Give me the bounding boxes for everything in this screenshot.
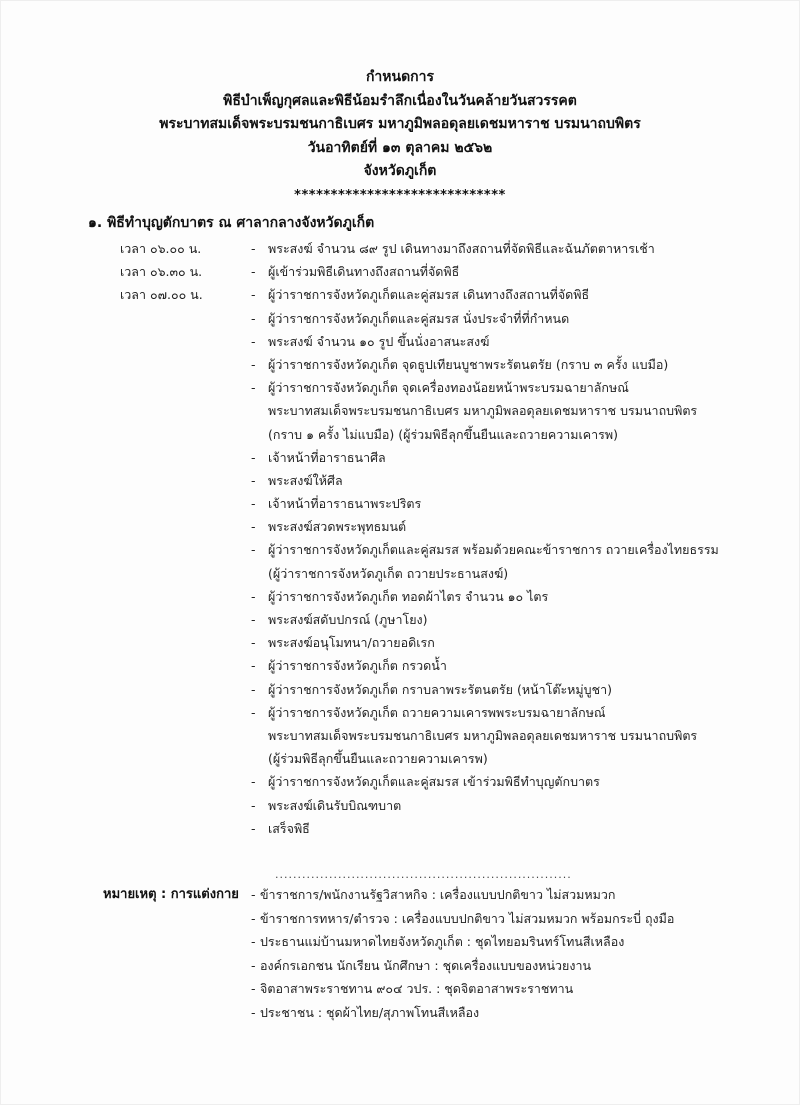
schedule-item <box>0 446 800 469</box>
dotted-divider: .................................................................. <box>275 868 572 881</box>
schedule-time: เวลา ๐๖.๓๐ น. <box>120 264 203 280</box>
schedule-text-line: ผู้ว่าราชการจังหวัดภูเก็ตและคู่สมรส เดินทางถึงสถานที่จัดพิธี <box>268 287 590 303</box>
note-item <box>0 954 800 978</box>
schedule-item <box>0 237 800 260</box>
schedule-item <box>0 631 800 654</box>
schedule-text <box>268 492 748 515</box>
schedule-text <box>268 585 748 608</box>
header-star-divider: ***************************** <box>294 187 506 203</box>
header-date: วันอาทิตย์ที่ ๑๓ ตุลาคม ๒๕๖๒ <box>307 139 493 156</box>
bullet-dash: - <box>251 542 256 558</box>
schedule-item <box>0 678 800 701</box>
schedule-text-line: พระสงฆ์สวดพระพุทธมนต์ <box>268 519 407 535</box>
schedule-item <box>0 260 800 283</box>
schedule-item <box>0 585 800 608</box>
schedule-text <box>268 678 748 701</box>
bullet-dash: - <box>251 887 256 902</box>
schedule-item <box>0 307 800 330</box>
bullet-dash: - <box>251 472 256 488</box>
schedule-text <box>268 469 748 492</box>
bullet-dash: - <box>251 981 256 996</box>
schedule-item <box>0 794 800 817</box>
schedule-item <box>0 283 800 306</box>
section-title: ๑. พิธีทำบุญตักบาตร ณ ศาลากลางจังหวัดภูเก็ต <box>88 215 375 231</box>
schedule-text <box>268 330 748 353</box>
schedule-text <box>268 376 748 446</box>
bullet-dash: - <box>251 820 256 836</box>
bullet-dash: - <box>251 449 256 465</box>
schedule-text-line: พระสงฆ์ จำนวน ๘๙ รูป เดินทางมาถึงสถานที่จัดพิธีและฉันภัตตาหารเช้า <box>268 241 655 256</box>
schedule-text <box>268 260 748 283</box>
schedule-text-line: พระสงฆ์ จำนวน ๑๐ รูป ขึ้นนั่งอาสนะสงฆ์ <box>268 333 490 349</box>
bullet-dash: - <box>251 704 256 720</box>
schedule-text-line: ผู้ว่าราชการจังหวัดภูเก็ตและคู่สมรส พร้อมด้วยคณะข้าราชการ ถวายเครื่องไทยธรรม <box>268 542 719 558</box>
schedule-text-line: ผู้ว่าราชการจังหวัดภูเก็ต กรวดน้ำ <box>268 658 447 674</box>
schedule-text <box>268 538 748 584</box>
note-item <box>0 1001 800 1025</box>
bullet-dash: - <box>251 658 256 674</box>
schedule-text-continuation: พระบาทสมเด็จพระบรมชนกาธิเบศร มหาภูมิพลอดุลยเดชมหาราช บรมนาถบพิตร <box>268 728 698 743</box>
schedule-text <box>268 817 748 840</box>
schedule-text <box>268 353 748 376</box>
note-text: ประธานแม่บ้านมหาดไทยจังหวัดภูเก็ต : ชุดไทยอมรินทร์โทนสีเหลือง <box>260 934 625 949</box>
notes-label: หมายเหตุ : การแต่งกาย <box>103 887 239 902</box>
note-item <box>0 977 800 1001</box>
schedule-text <box>268 283 748 306</box>
bullet-dash: - <box>251 681 256 697</box>
schedule-text-line: ผู้ว่าราชการจังหวัดภูเก็ตและคู่สมรส เข้าร่วมพิธีทำบุญตักบาตร <box>268 774 600 790</box>
schedule-text-line: ผู้ว่าราชการจังหวัดภูเก็ต กราบลาพระรัตนตรัย (หน้าโต๊ะหมู่บูชา) <box>268 681 612 697</box>
schedule-text-line: พระสงฆ์เดินรับบิณฑบาต <box>268 797 402 813</box>
bullet-dash: - <box>251 957 256 973</box>
schedule-text-line: พระสงฆ์สดับปกรณ์ (ภูษาโยง) <box>268 612 428 628</box>
schedule-time: เวลา ๐๗.๐๐ น. <box>120 287 203 303</box>
schedule-item <box>0 469 800 492</box>
bullet-dash: - <box>251 519 256 535</box>
schedule-text-line: ผู้ว่าราชการจังหวัดภูเก็ต ทอดผ้าไตร จำนวน ๑๐ ไตร <box>268 588 549 604</box>
schedule-text <box>268 515 748 538</box>
schedule-text <box>268 608 748 631</box>
schedule-item <box>0 701 800 771</box>
bullet-dash: - <box>251 635 256 651</box>
bullet-dash: - <box>251 380 256 396</box>
schedule-text <box>268 237 748 260</box>
schedule-item <box>0 538 800 584</box>
schedule-text-line: ผู้ว่าราชการจังหวัดภูเก็ต ถวายความเคารพพระบรมฉายาลักษณ์ <box>268 704 606 720</box>
schedule-item <box>0 353 800 376</box>
note-text: ประชาชน : ชุดผ้าไทย/สุภาพโทนสีเหลือง <box>260 1004 480 1020</box>
bullet-dash: - <box>251 774 256 790</box>
schedule-text <box>268 631 748 654</box>
schedule-text-line: พระสงฆ์ให้ศีล <box>268 472 343 488</box>
schedule-item <box>0 492 800 515</box>
schedule-item <box>0 515 800 538</box>
bullet-dash: - <box>251 1004 256 1020</box>
schedule-text-line: ผู้ว่าราชการจังหวัดภูเก็ต จุดเครื่องทองน้อยหน้าพระบรมฉายาลักษณ์ <box>268 380 629 396</box>
schedule-item <box>0 608 800 631</box>
bullet-dash: - <box>251 333 256 349</box>
schedule-time: เวลา ๐๖.๐๐ น. <box>120 241 202 256</box>
bullet-dash: - <box>251 356 256 372</box>
note-text: องค์กรเอกชน นักเรียน นักศึกษา : ชุดเครื่องแบบของหน่วยงาน <box>260 957 592 973</box>
schedule-text-line: ผู้เข้าร่วมพิธีเดินทางถึงสถานที่จัดพิธี <box>268 264 460 280</box>
schedule-item <box>0 817 800 840</box>
schedule-text-line: พระสงฆ์อนุโมทนา/ถวายอดิเรก <box>268 635 435 651</box>
note-text: จิตอาสาพระราชทาน ๙๐๔ วปร. : ชุดจิตอาสาพระราชทาน <box>260 981 574 996</box>
header-province: จังหวัดภูเก็ต <box>363 163 437 179</box>
schedule-item <box>0 330 800 353</box>
bullet-dash: - <box>251 910 256 926</box>
header-ceremony-title: พิธีบำเพ็ญกุศลและพิธีน้อมรำลึกเนื่องในวันคล้ายวันสวรรคต <box>223 92 577 109</box>
schedule-text <box>268 446 748 469</box>
schedule-text <box>268 307 748 330</box>
document-header <box>0 66 800 207</box>
schedule-text-line: ผู้ว่าราชการจังหวัดภูเก็ต จุดธูปเทียนบูชาพระรัตนตรัย (กราบ ๓ ครั้ง แบมือ) <box>268 356 669 372</box>
schedule-text-continuation: (ผู้ว่าราชการจังหวัดภูเก็ต ถวายประธานสงฆ์) <box>268 565 509 581</box>
schedule-text <box>268 654 748 677</box>
schedule-item <box>0 376 800 446</box>
schedule-text-line: ผู้ว่าราชการจังหวัดภูเก็ตและคู่สมรส นั่งประจำที่ที่กำหนด <box>268 310 570 326</box>
schedule-text-line: เจ้าหน้าที่อาราธนาศีล <box>268 449 386 465</box>
schedule-item <box>0 654 800 677</box>
bullet-dash: - <box>251 287 256 303</box>
schedule-text-continuation: พระบาทสมเด็จพระบรมชนกาธิเบศร มหาภูมิพลอดุลยเดชมหาราช บรมนาถบพิตร <box>268 403 698 419</box>
header-agenda-title: กำหนดการ <box>365 69 435 85</box>
bullet-dash: - <box>251 797 256 813</box>
note-item <box>0 930 800 954</box>
schedule-text <box>268 701 748 771</box>
schedule-text-line: เสร็จพิธี <box>268 820 310 836</box>
bullet-dash: - <box>251 496 256 512</box>
header-king-title: พระบาทสมเด็จพระบรมชนกาธิเบศร มหาภูมิพลอดุลยเดชมหาราช บรมนาถบพิตร <box>159 116 641 132</box>
schedule-text-line: เจ้าหน้าที่อาราธนาพระปริตร <box>268 496 422 512</box>
bullet-dash: - <box>251 588 256 604</box>
schedule-text-continuation: (ผู้ร่วมพิธีลุกขึ้นยืนและถวายความเคารพ) <box>268 751 488 767</box>
bullet-dash: - <box>251 934 256 949</box>
schedule-text <box>268 770 748 793</box>
schedule-list <box>0 237 800 840</box>
bullet-dash: - <box>251 310 256 326</box>
bullet-dash: - <box>251 241 256 256</box>
bullet-dash: - <box>251 264 256 280</box>
note-text: ข้าราชการ/พนักงานรัฐวิสาหกิจ : เครื่องแบบปกติขาว ไม่สวมหมวก <box>260 887 616 902</box>
bullet-dash: - <box>251 612 256 628</box>
note-text: ข้าราชการทหาร/ตำรวจ : เครื่องแบบปกติขาว ไม่สวมหมวก พร้อมกระบี่ ถุงมือ <box>260 910 675 926</box>
notes-section <box>0 883 800 1024</box>
note-item <box>0 883 800 907</box>
schedule-text <box>268 794 748 817</box>
note-item <box>0 907 800 931</box>
schedule-item <box>0 770 800 793</box>
schedule-text-continuation: (กราบ ๑ ครั้ง ไม่แบมือ) (ผู้ร่วมพิธีลุกขึ้นยืนและถวายความเคารพ) <box>268 426 618 442</box>
